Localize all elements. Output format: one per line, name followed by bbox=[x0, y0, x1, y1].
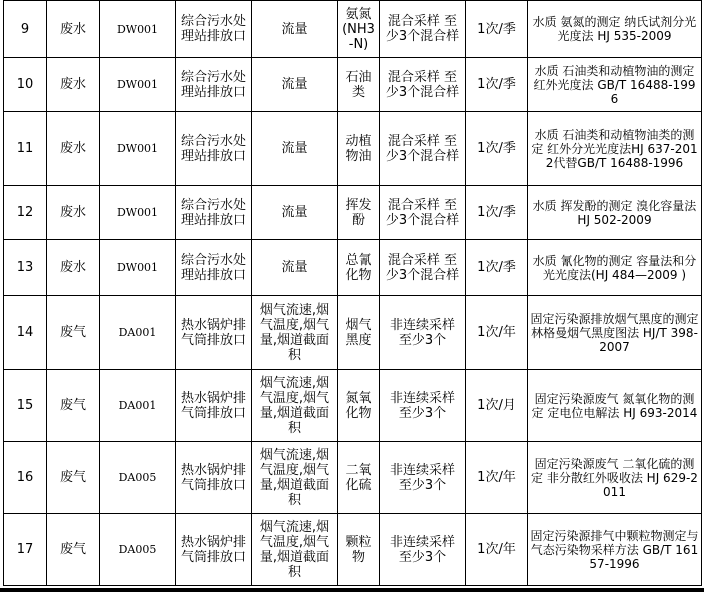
monitoring-frequency-cell: 1次/季 bbox=[466, 58, 528, 112]
sampling-method-cell: 非连续采样 至少3个 bbox=[380, 370, 466, 442]
monitoring-frequency-cell: 1次/季 bbox=[466, 186, 528, 240]
monitoring-item-cell: 总氰化物 bbox=[338, 240, 380, 296]
monitored-parameters-cell: 流量 bbox=[252, 58, 338, 112]
outlet-code-cell: DW001 bbox=[100, 112, 176, 186]
outlet-location-cell: 热水锅炉排气筒排放口 bbox=[176, 514, 252, 586]
outlet-location-cell: 热水锅炉排气筒排放口 bbox=[176, 296, 252, 370]
monitoring-frequency-cell: 1次/季 bbox=[466, 240, 528, 296]
test-method-standard-cell: 水质 氨氮的测定 纳氏试剂分光光度法 HJ 535-2009 bbox=[528, 1, 702, 58]
bottom-border bbox=[0, 588, 704, 592]
monitoring-frequency-cell: 1次/年 bbox=[466, 442, 528, 514]
monitoring-frequency-cell: 1次/年 bbox=[466, 296, 528, 370]
monitored-parameters-cell: 流量 bbox=[252, 186, 338, 240]
outlet-code-cell: DW001 bbox=[100, 186, 176, 240]
table-row bbox=[4, 240, 702, 296]
monitored-parameters-cell: 流量 bbox=[252, 1, 338, 58]
table-row bbox=[4, 186, 702, 240]
outlet-code-cell: DA001 bbox=[100, 296, 176, 370]
sampling-method-cell: 非连续采样 至少3个 bbox=[380, 296, 466, 370]
pollutant-type-cell: 废水 bbox=[47, 112, 100, 186]
outlet-location-cell: 综合污水处理站排放口 bbox=[176, 186, 252, 240]
row-number-cell: 10 bbox=[4, 58, 47, 112]
sampling-method-cell: 混合采样 至少3个混合样 bbox=[380, 1, 466, 58]
outlet-location-cell: 热水锅炉排气筒排放口 bbox=[176, 370, 252, 442]
monitoring-frequency-cell: 1次/年 bbox=[466, 514, 528, 586]
test-method-standard-cell: 固定污染源排气中颗粒物测定与气态污染物采样方法 GB/T 16157-1996 bbox=[528, 514, 702, 586]
monitored-parameters-cell: 烟气流速,烟气温度,烟气量,烟道截面积 bbox=[252, 514, 338, 586]
outlet-code-cell: DA001 bbox=[100, 370, 176, 442]
pollutant-type-cell: 废气 bbox=[47, 514, 100, 586]
monitored-parameters-cell: 流量 bbox=[252, 112, 338, 186]
outlet-code-cell: DA005 bbox=[100, 442, 176, 514]
outlet-location-cell: 热水锅炉排气筒排放口 bbox=[176, 442, 252, 514]
monitoring-item-cell: 二氧化硫 bbox=[338, 442, 380, 514]
row-number-cell: 17 bbox=[4, 514, 47, 586]
sampling-method-cell: 混合采样 至少3个混合样 bbox=[380, 58, 466, 112]
test-method-standard-cell: 固定污染源排放烟气黑度的测定 林格曼烟气黑度图法 HJ/T 398-2007 bbox=[528, 296, 702, 370]
monitoring-frequency-cell: 1次/季 bbox=[466, 1, 528, 58]
row-number-cell: 16 bbox=[4, 442, 47, 514]
sampling-method-cell: 混合采样 至少3个混合样 bbox=[380, 112, 466, 186]
table-row bbox=[4, 370, 702, 442]
monitoring-item-cell: 石油类 bbox=[338, 58, 380, 112]
table-row bbox=[4, 58, 702, 112]
test-method-standard-cell: 水质 氰化物的测定 容量法和分光光度法(HJ 484—2009 ) bbox=[528, 240, 702, 296]
table-row bbox=[4, 442, 702, 514]
row-number-cell: 12 bbox=[4, 186, 47, 240]
pollutant-type-cell: 废水 bbox=[47, 58, 100, 112]
table-row bbox=[4, 112, 702, 186]
monitored-parameters-cell: 流量 bbox=[252, 240, 338, 296]
test-method-standard-cell: 水质 石油类和动植物油的测定 红外光度法 GB/T 16488-1996 bbox=[528, 58, 702, 112]
monitoring-item-cell: 氨氮(NH3-N) bbox=[338, 1, 380, 58]
test-method-standard-cell: 水质 石油类和动植物油类的测定 红外分光光度法HJ 637-2012代替GB/T 16488-1996 bbox=[528, 112, 702, 186]
monitoring-frequency-cell: 1次/月 bbox=[466, 370, 528, 442]
row-number-cell: 15 bbox=[4, 370, 47, 442]
sampling-method-cell: 混合采样 至少3个混合样 bbox=[380, 186, 466, 240]
outlet-location-cell: 综合污水处理站排放口 bbox=[176, 240, 252, 296]
monitoring-item-cell: 动植物油 bbox=[338, 112, 380, 186]
test-method-standard-cell: 固定污染源废气 二氧化硫的测定 非分散红外吸收法 HJ 629-2011 bbox=[528, 442, 702, 514]
sampling-method-cell: 非连续采样 至少3个 bbox=[380, 442, 466, 514]
monitoring-table bbox=[3, 0, 702, 586]
monitoring-item-cell: 挥发酚 bbox=[338, 186, 380, 240]
table-row bbox=[4, 296, 702, 370]
sampling-method-cell: 非连续采样 至少3个 bbox=[380, 514, 466, 586]
pollutant-type-cell: 废气 bbox=[47, 370, 100, 442]
monitored-parameters-cell: 烟气流速,烟气温度,烟气量,烟道截面积 bbox=[252, 442, 338, 514]
outlet-location-cell: 综合污水处理站排放口 bbox=[176, 1, 252, 58]
monitoring-item-cell: 氮氧化物 bbox=[338, 370, 380, 442]
row-number-cell: 11 bbox=[4, 112, 47, 186]
pollutant-type-cell: 废水 bbox=[47, 1, 100, 58]
table-row bbox=[4, 1, 702, 58]
pollutant-type-cell: 废气 bbox=[47, 442, 100, 514]
monitored-parameters-cell: 烟气流速,烟气温度,烟气量,烟道截面积 bbox=[252, 370, 338, 442]
pollutant-type-cell: 废水 bbox=[47, 186, 100, 240]
row-number-cell: 14 bbox=[4, 296, 47, 370]
table-body bbox=[4, 1, 702, 586]
pollutant-type-cell: 废气 bbox=[47, 296, 100, 370]
outlet-code-cell: DW001 bbox=[100, 240, 176, 296]
monitoring-item-cell: 烟气黑度 bbox=[338, 296, 380, 370]
monitoring-item-cell: 颗粒物 bbox=[338, 514, 380, 586]
outlet-code-cell: DW001 bbox=[100, 1, 176, 58]
row-number-cell: 9 bbox=[4, 1, 47, 58]
test-method-standard-cell: 水质 挥发酚的测定 溴化容量法 HJ 502-2009 bbox=[528, 186, 702, 240]
monitoring-frequency-cell: 1次/季 bbox=[466, 112, 528, 186]
outlet-location-cell: 综合污水处理站排放口 bbox=[176, 58, 252, 112]
pollutant-type-cell: 废水 bbox=[47, 240, 100, 296]
outlet-location-cell: 综合污水处理站排放口 bbox=[176, 112, 252, 186]
outlet-code-cell: DA005 bbox=[100, 514, 176, 586]
sampling-method-cell: 混合采样 至少3个混合样 bbox=[380, 240, 466, 296]
monitored-parameters-cell: 烟气流速,烟气温度,烟气量,烟道截面积 bbox=[252, 296, 338, 370]
outlet-code-cell: DW001 bbox=[100, 58, 176, 112]
row-number-cell: 13 bbox=[4, 240, 47, 296]
table-row bbox=[4, 514, 702, 586]
test-method-standard-cell: 固定污染源废气 氮氧化物的测定 定电位电解法 HJ 693-2014 bbox=[528, 370, 702, 442]
